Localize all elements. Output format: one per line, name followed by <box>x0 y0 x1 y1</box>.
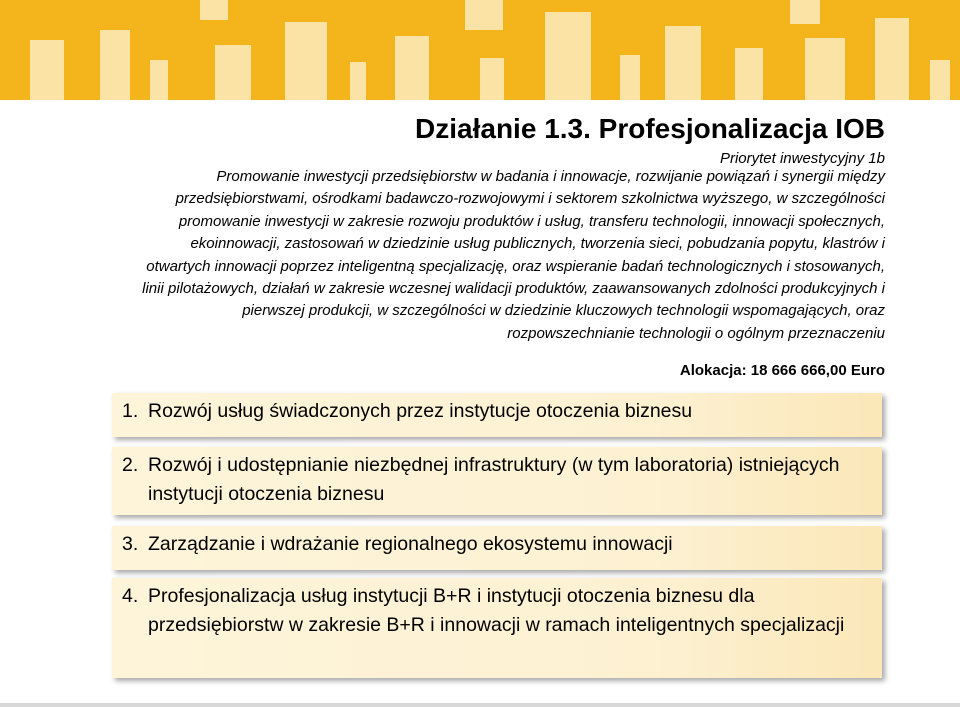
allocation-amount: Alokacja: 18 666 666,00 Euro <box>679 362 885 379</box>
item-number: 2. <box>122 454 139 476</box>
list-item <box>112 578 882 678</box>
list-item <box>112 393 882 437</box>
item-text: Rozwój i udostępnianie niezbędnej infrastruktury (w tym laboratoria) istniejących instytucji otoczenia biznesu <box>148 454 840 505</box>
item-number: 3. <box>122 533 139 555</box>
list-item <box>112 526 882 570</box>
item-text: Zarządzanie i wdrażanie regionalnego ekosystemu innowacji <box>148 533 673 555</box>
item-text: Rozwój usług świadczonych przez instytucje otoczenia biznesu <box>148 400 693 422</box>
list-item <box>112 447 882 515</box>
footer-divider <box>0 703 960 707</box>
priority-description: Promowanie inwestycji przedsiębiorstw w badania i innowacje, rozwijanie powiązań i synergii między przedsiębiorstwami, ośrodkami badawczo-rozwojowymi i sektorem szkolnictwa wyższego, w szczególności promowanie inwestycji w zakresie rozwoju produktów i usług, transferu technologii, innowacji społecznych, ekoinnowacji, zastosowań w dziedzinie usług publicznych, tworzenia sieci, pobudzania popytu, klastrów i otwartych innowacji poprzez inteligentną specjalizację, oraz wspieranie badań technologicznych i stosowanych, linii pilotażowych, działań w zakresie wczesnej walidacji produktów, zaawansowanych zdolności produkcyjnych i pierwszej produkcji, w szczególności w dziedzinie kluczowych technologii wspomagających, oraz rozpowszechnianie technologii o ogólnym przeznaczeniu <box>142 168 885 342</box>
slide-title: Działanie 1.3. Profesjonalizacja IOB <box>415 113 885 144</box>
item-number: 4. <box>122 585 139 607</box>
item-number: 1. <box>122 400 139 422</box>
item-text: Profesjonalizacja usług instytucji B+R i instytucji otoczenia biznesu dla przedsiębiorstw w zakresie B+R i innowacji w ramach inteligentnych specjalizacji <box>148 585 845 636</box>
priority-subtitle: Priorytet inwestycyjny 1b <box>719 150 885 167</box>
